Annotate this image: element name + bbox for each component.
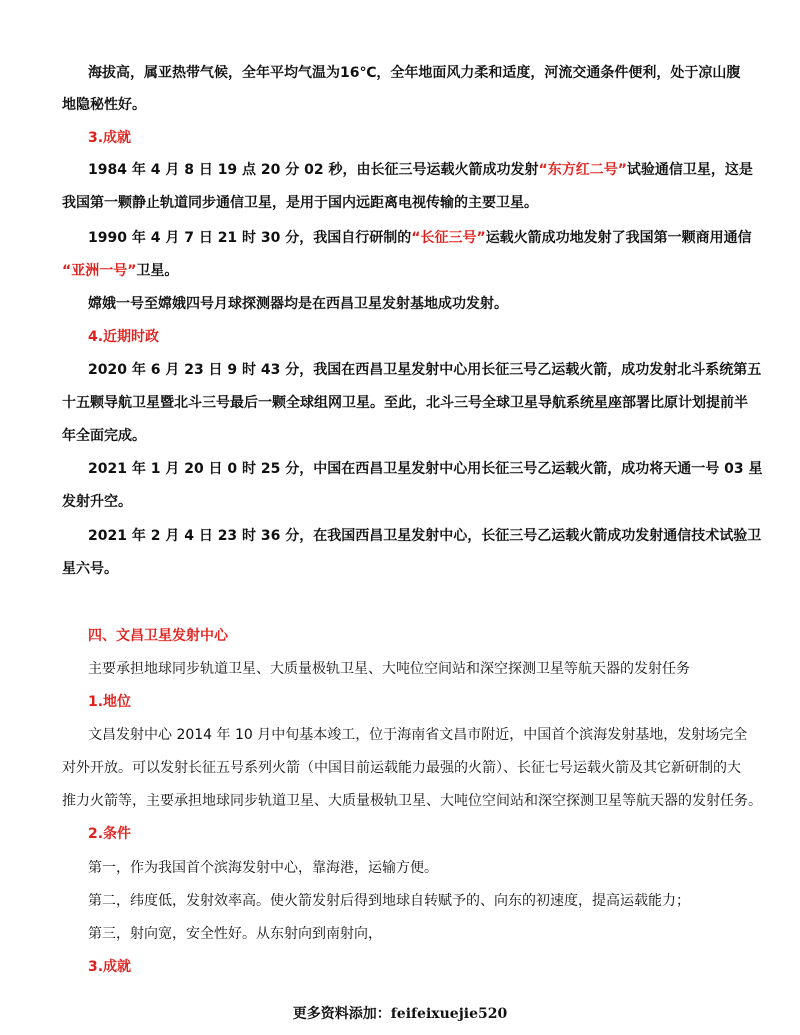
paragraph-line: 文昌发射中心 2014 年 10 月中旬基本竣工，位于海南省文昌市附近，中国首个滨海发射基地，发射场完全 <box>88 727 748 743</box>
paragraph-line: 我国第一颗静止轨道同步通信卫星，是用于国内远距离电视传输的主要卫星。 <box>62 195 538 211</box>
paragraph-line: 主要承担地球同步轨道卫星、大质量极轨卫星、大吨位空间站和深空探测卫星等航天器的发射任务 <box>88 661 690 677</box>
highlighted-text: “东方红二号” <box>538 162 627 178</box>
section-heading: 3.成就 <box>88 959 132 975</box>
page-footer: 更多资料添加：feifeixuejie520 <box>292 1006 508 1022</box>
section-heading: 1.地位 <box>88 694 132 710</box>
paragraph-line: 2020 年 6 月 23 日 9 时 43 分，我国在西昌卫星发射中心用长征三号乙运载火箭，成功发射北斗系统第五 <box>88 362 762 378</box>
paragraph-line: 推力火箭等，主要承担地球同步轨道卫星、大质量极轨卫星、大吨位空间站和深空探测卫星等航天器的发射任务。 <box>62 793 762 809</box>
paragraph-line: 2021 年 2 月 4 日 23 时 36 分，在我国西昌卫星发射中心，长征三号乙运载火箭成功发射通信技术试验卫 <box>88 528 762 544</box>
paragraph-line: 嫦娥一号至嫦娥四号月球探测器均是在西昌卫星发射基地成功发射。 <box>88 296 508 312</box>
paragraph-line <box>62 261 762 281</box>
paragraph-line <box>88 160 788 180</box>
text-run: 1990 年 4 月 7 日 21 时 30 分，我国自行研制的 <box>88 230 412 246</box>
section-title: 四、文昌卫星发射中心 <box>88 628 228 644</box>
paragraph-line: 对外开放。可以发射长征五号系列火箭（中国目前运载能力最强的火箭）、长征七号运载火箭及其它新研制的大 <box>62 760 741 776</box>
paragraph-line: 第一，作为我国首个滨海发射中心，靠海港，运输方便。 <box>88 860 438 876</box>
paragraph-line: 2021 年 1 月 20 日 0 时 25 分，中国在西昌卫星发射中心用长征三号乙运载火箭，成功将天通一号 03 星 <box>88 461 763 477</box>
text-run: 运载火箭成功地发射了我国第一颗商用通信 <box>485 230 752 246</box>
paragraph-line: 星六号。 <box>62 561 118 577</box>
section-heading: 2.条件 <box>88 826 132 842</box>
paragraph-line <box>88 228 788 248</box>
text-run: 试验通信卫星，这是 <box>626 162 753 178</box>
text-run: 1984 年 4 月 8 日 19 点 20 分 02 秒，由长征三号运载火箭成功发射 <box>88 162 539 178</box>
paragraph-line: 地隐秘性好。 <box>62 97 146 113</box>
text-run: 卫星。 <box>136 263 179 279</box>
section-heading: 4.近期时政 <box>88 329 160 345</box>
paragraph-line: 第三，射向宽，安全性好。从东射向到南射向， <box>88 926 382 942</box>
paragraph-line: 第二，纬度低，发射效率高。使火箭发射后得到地球自转赋予的、向东的初速度，提高运载能力； <box>88 893 690 909</box>
highlighted-text: “亚洲一号” <box>62 263 137 279</box>
highlighted-text: “长征三号” <box>411 230 486 246</box>
paragraph-line: 十五颗导航卫星暨北斗三号最后一颗全球组网卫星。至此，北斗三号全球卫星导航系统星座部署比原计划提前半 <box>62 395 748 411</box>
paragraph-line: 年全面完成。 <box>62 428 146 444</box>
paragraph-line: 发射升空。 <box>62 494 132 510</box>
paragraph-line: 海拔高，属亚热带气候，全年平均气温为16℃，全年地面风力柔和适度，河流交通条件便利，处于凉山腹 <box>88 65 741 81</box>
section-heading: 3.成就 <box>88 130 132 146</box>
